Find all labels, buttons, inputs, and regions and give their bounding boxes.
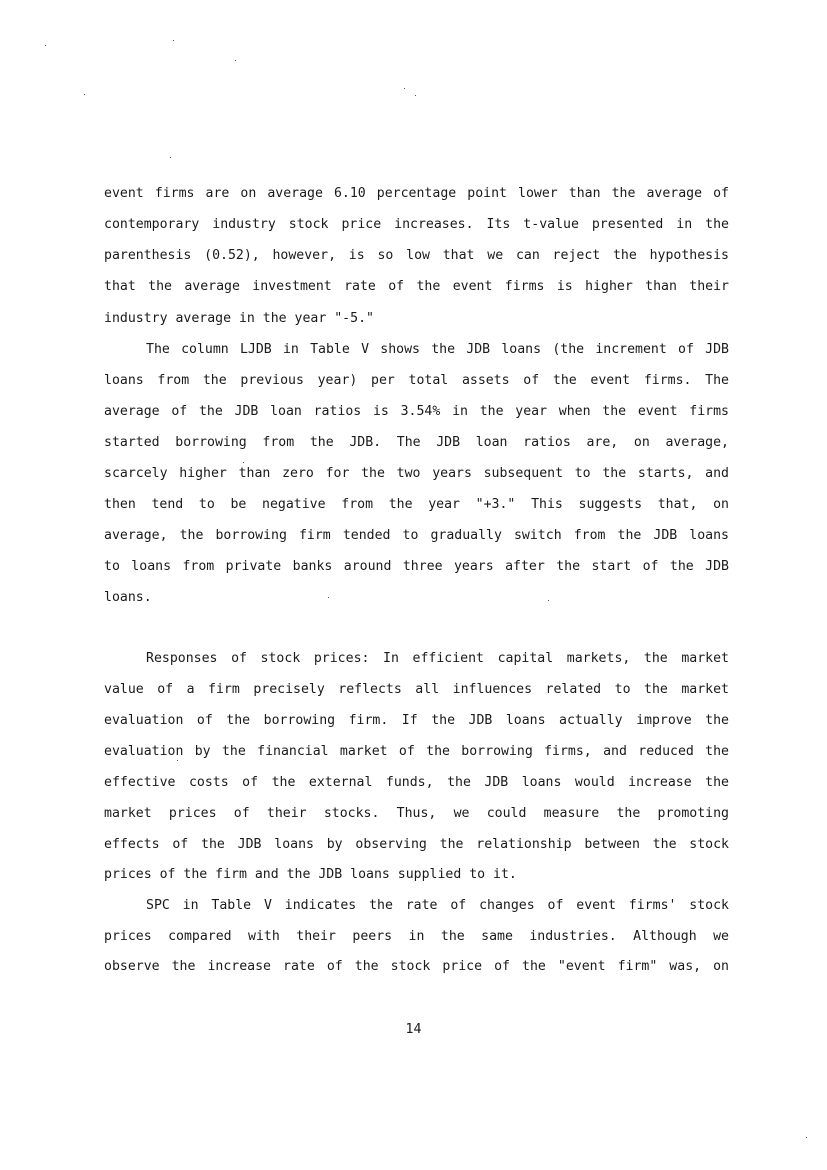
paragraph-1-line-5: industry average in the year "-5." (104, 311, 374, 326)
scan-speck (404, 88, 405, 89)
paragraph-2-line-3: average of the JDB loan ratios is 3.54% in the year when the event firms (104, 404, 729, 419)
paragraph-1-line-4: that the average investment rate of the event firms is higher than their (104, 279, 729, 294)
scan-speck (328, 597, 329, 598)
paragraph-2-line-8: to loans from private banks around three years after the start of the JDB (104, 559, 729, 574)
paragraph-1-line-3: parenthesis (0.52), however, is so low that we can reject the hypothesis (104, 248, 729, 263)
paragraph-3-line-7: effects of the JDB loans by observing the relationship between the stock (104, 837, 729, 852)
paragraph-2-line-2: loans from the previous year) per total assets of the event firms. The (104, 373, 729, 388)
paragraph-2-line-9: loans. (104, 590, 152, 605)
paragraph-4-line-3: observe the increase rate of the stock price of the "event firm" was, on (104, 959, 729, 974)
scan-speck (235, 60, 236, 61)
paragraph-1-line-1: event firms are on average 6.10 percentage point lower than the average of (104, 186, 729, 201)
paragraph-3-line-1: Responses of stock prices: In efficient capital markets, the market (146, 651, 729, 666)
paragraph-3-line-3: evaluation of the borrowing firm. If the JDB loans actually improve the (104, 713, 729, 728)
scan-speck (173, 40, 174, 41)
paragraph-2-line-4: started borrowing from the JDB. The JDB loan ratios are, on average, (104, 435, 729, 450)
paragraph-2-line-1: The column LJDB in Table V shows the JDB loans (the increment of JDB (146, 342, 729, 357)
page-number: 14 (405, 1022, 422, 1037)
paragraph-1-line-2: contemporary industry stock price increases. Its t-value presented in the (104, 217, 729, 232)
scan-speck (177, 760, 178, 761)
scan-speck (45, 45, 46, 46)
scan-speck (415, 95, 416, 96)
scan-speck (806, 1137, 807, 1138)
scan-speck (548, 600, 549, 601)
scan-speck (84, 94, 85, 95)
paragraph-3-line-8: prices of the firm and the JDB loans supplied to it. (104, 867, 517, 882)
scan-speck (243, 462, 244, 463)
paragraph-2-line-6: then tend to be negative from the year "+3." This suggests that, on (104, 497, 729, 512)
paragraph-2-line-7: average, the borrowing firm tended to gradually switch from the JDB loans (104, 528, 729, 543)
paragraph-2-line-5: scarcely higher than zero for the two years subsequent to the starts, and (104, 466, 729, 481)
paragraph-4-line-2: prices compared with their peers in the same industries. Although we (104, 929, 729, 944)
paragraph-3-line-4: evaluation by the financial market of the borrowing firms, and reduced the (104, 744, 729, 759)
paragraph-3-line-5: effective costs of the external funds, the JDB loans would increase the (104, 775, 729, 790)
paragraph-4-line-1: SPC in Table V indicates the rate of changes of event firms' stock (146, 898, 729, 913)
paragraph-3-line-2: value of a firm precisely reflects all influences related to the market (104, 682, 729, 697)
paragraph-3-line-6: market prices of their stocks. Thus, we could measure the promoting (104, 806, 729, 821)
scan-speck (170, 157, 171, 158)
